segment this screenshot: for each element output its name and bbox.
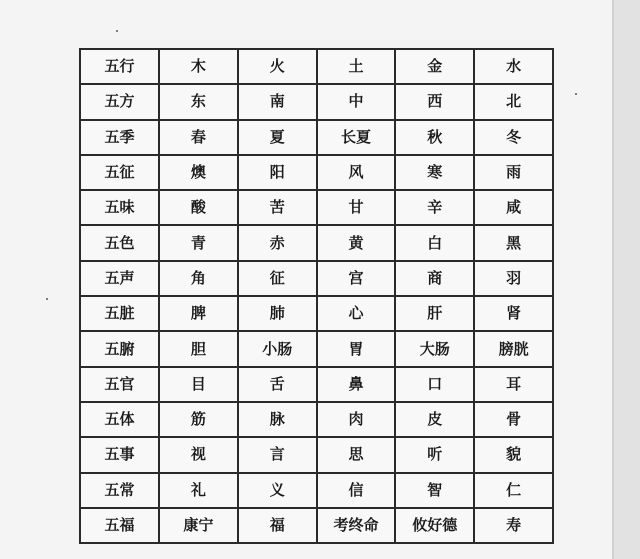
table-cell: 仁 (474, 473, 553, 508)
table-cell: 火 (238, 49, 317, 84)
table-row (80, 296, 553, 331)
table-cell: 西 (395, 84, 474, 119)
table-cell: 考终命 (317, 508, 396, 543)
table-row (80, 331, 553, 366)
row-header-cell: 五体 (80, 402, 159, 437)
row-header-cell: 五色 (80, 225, 159, 260)
row-header-cell: 五腑 (80, 331, 159, 366)
table-cell: 思 (317, 437, 396, 472)
table-cell: 燠 (159, 155, 238, 190)
row-header-cell: 五脏 (80, 296, 159, 331)
five-elements-table (79, 48, 554, 544)
table-row (80, 225, 553, 260)
table-cell: 夏 (238, 120, 317, 155)
row-header-cell: 五声 (80, 261, 159, 296)
table-cell: 秋 (395, 120, 474, 155)
table-cell: 肝 (395, 296, 474, 331)
table-cell: 黄 (317, 225, 396, 260)
row-header-cell: 五味 (80, 190, 159, 225)
scan-speck (575, 93, 577, 95)
table-row (80, 84, 553, 119)
table-cell: 骨 (474, 402, 553, 437)
table-cell: 康宁 (159, 508, 238, 543)
table-cell: 心 (317, 296, 396, 331)
table-cell: 言 (238, 437, 317, 472)
table-cell: 角 (159, 261, 238, 296)
table-cell: 商 (395, 261, 474, 296)
table-cell: 口 (395, 367, 474, 402)
table-cell: 脉 (238, 402, 317, 437)
table-row (80, 120, 553, 155)
table-cell: 长夏 (317, 120, 396, 155)
table-cell: 木 (159, 49, 238, 84)
table-cell: 咸 (474, 190, 553, 225)
table-cell: 黑 (474, 225, 553, 260)
scan-speck (116, 30, 118, 32)
table-cell: 目 (159, 367, 238, 402)
table-cell: 土 (317, 49, 396, 84)
table-cell: 攸好德 (395, 508, 474, 543)
row-header-cell: 五常 (80, 473, 159, 508)
row-header-cell: 五事 (80, 437, 159, 472)
table-cell: 辛 (395, 190, 474, 225)
table-cell: 青 (159, 225, 238, 260)
table-cell: 肉 (317, 402, 396, 437)
table-cell: 耳 (474, 367, 553, 402)
table-cell: 礼 (159, 473, 238, 508)
page-edge-shadow (614, 0, 640, 559)
table-cell: 膀胱 (474, 331, 553, 366)
table-cell: 视 (159, 437, 238, 472)
table-cell: 鼻 (317, 367, 396, 402)
table-cell: 肾 (474, 296, 553, 331)
table-row (80, 508, 553, 543)
table-cell: 义 (238, 473, 317, 508)
table-row (80, 402, 553, 437)
table-row (80, 367, 553, 402)
table-cell: 赤 (238, 225, 317, 260)
table-cell: 南 (238, 84, 317, 119)
table-cell: 宫 (317, 261, 396, 296)
row-header-cell: 五福 (80, 508, 159, 543)
table-cell: 风 (317, 155, 396, 190)
table-cell: 春 (159, 120, 238, 155)
table-cell: 听 (395, 437, 474, 472)
table-cell: 大肠 (395, 331, 474, 366)
table-cell: 甘 (317, 190, 396, 225)
table-cell: 东 (159, 84, 238, 119)
table-cell: 北 (474, 84, 553, 119)
table-cell: 中 (317, 84, 396, 119)
table-cell: 皮 (395, 402, 474, 437)
table-row (80, 261, 553, 296)
table-row (80, 49, 553, 84)
row-header-cell: 五征 (80, 155, 159, 190)
scan-speck (46, 298, 48, 300)
table-cell: 小肠 (238, 331, 317, 366)
table-cell: 羽 (474, 261, 553, 296)
table-cell: 福 (238, 508, 317, 543)
table-body (80, 49, 553, 543)
table-cell: 金 (395, 49, 474, 84)
table-cell: 智 (395, 473, 474, 508)
table-cell: 貌 (474, 437, 553, 472)
table-cell: 苦 (238, 190, 317, 225)
row-header-cell: 五季 (80, 120, 159, 155)
table-row (80, 155, 553, 190)
table-cell: 胆 (159, 331, 238, 366)
table-cell: 水 (474, 49, 553, 84)
table-cell: 酸 (159, 190, 238, 225)
table-cell: 阳 (238, 155, 317, 190)
table-cell: 信 (317, 473, 396, 508)
table-cell: 肺 (238, 296, 317, 331)
table-row (80, 190, 553, 225)
table-cell: 白 (395, 225, 474, 260)
table-cell: 征 (238, 261, 317, 296)
table-row (80, 473, 553, 508)
table-cell: 寿 (474, 508, 553, 543)
table-cell: 筋 (159, 402, 238, 437)
table-cell: 冬 (474, 120, 553, 155)
table-cell: 雨 (474, 155, 553, 190)
table-cell: 舌 (238, 367, 317, 402)
table-cell: 脾 (159, 296, 238, 331)
table-row (80, 437, 553, 472)
row-header-cell: 五行 (80, 49, 159, 84)
row-header-cell: 五官 (80, 367, 159, 402)
table-cell: 胃 (317, 331, 396, 366)
row-header-cell: 五方 (80, 84, 159, 119)
table-cell: 寒 (395, 155, 474, 190)
